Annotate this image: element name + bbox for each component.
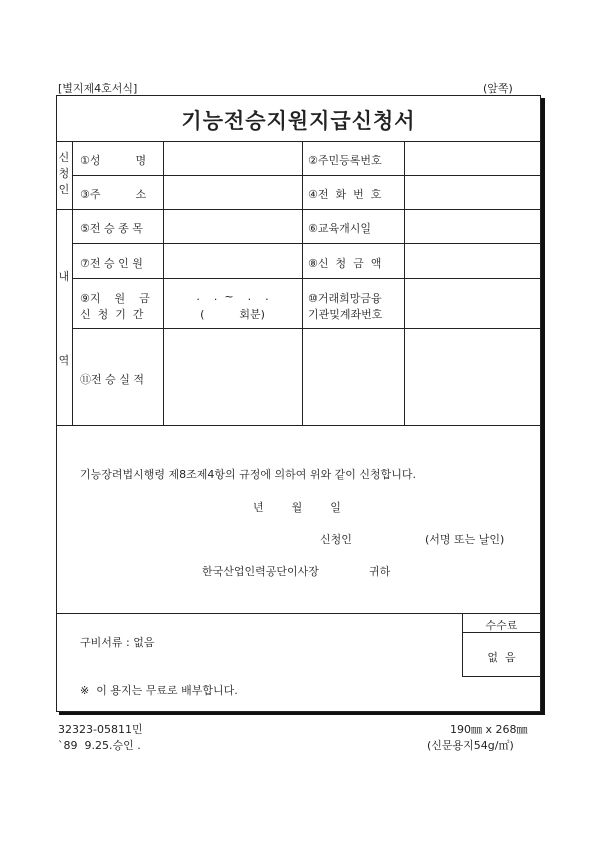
divider [462, 676, 541, 677]
start-date-label: ⑥교육개시일 [308, 222, 371, 235]
address-label: ③주 소 [80, 188, 147, 201]
frame-shadow-right [541, 98, 545, 714]
divider [72, 243, 541, 244]
divider [163, 141, 164, 425]
paper-type: (신문용지54g/㎡) [427, 739, 514, 752]
form-number: [별지제4호서식] [58, 82, 138, 95]
paper-size: 190㎜ x 268㎜ [450, 723, 528, 736]
required-documents: 구비서류 : 없음 [80, 636, 155, 649]
divider [72, 141, 73, 425]
recipient-label: 한국산업인력공단이사장 [202, 565, 319, 578]
divider [56, 141, 541, 142]
period-value-line2: ( 회분) [200, 308, 265, 321]
form-code: 32323-05811민 [58, 723, 143, 736]
fee-value: 없 음 [487, 651, 516, 664]
person-count-label: ⑦전 승 인 원 [80, 257, 143, 270]
approval-date: `89 9.25.승인 . [58, 739, 141, 752]
bank-label-line1: ⑩거래희망금융 [308, 292, 382, 305]
training-record-label: ⑪전 승 실 적 [80, 373, 144, 386]
declaration-statement: 기능장려법시행령 제8조제4항의 규정에 의하여 위와 같이 신청합니다. [80, 468, 416, 481]
content-section-label-top: 내 [58, 270, 70, 283]
divider [302, 141, 303, 425]
free-distribution-notice: ※ 이 용지는 무료로 배부합니다. [80, 684, 238, 697]
applicant-label: 신청인 [320, 533, 352, 546]
rrn-label: ②주민등록번호 [308, 154, 382, 167]
item-label: ⑤전 승 종 목 [80, 222, 143, 235]
divider [56, 613, 541, 614]
honorific-label: 귀하 [369, 565, 391, 578]
divider [72, 328, 541, 329]
applicant-section-label: 신 청 인 [58, 151, 70, 196]
content-section-label-bottom: 역 [58, 354, 70, 367]
signature-label: (서명 또는 날인) [425, 533, 505, 546]
date-line: 년 월 일 [253, 501, 341, 514]
divider [72, 278, 541, 279]
period-label-line2: 신 청 기 간 [80, 308, 144, 321]
divider [56, 209, 541, 210]
bank-label-line2: 기관및계좌번호 [308, 308, 383, 321]
name-label: ①성 명 [80, 154, 147, 167]
fee-label: 수수료 [485, 619, 518, 632]
divider [56, 425, 541, 426]
period-value-line1: . . ~ . . [196, 290, 269, 303]
frame-shadow-bottom [59, 712, 545, 715]
form-title: 기능전승지원지급신청서 [181, 109, 416, 133]
page-side-label: (앞쪽) [483, 82, 513, 95]
phone-label: ④전 화 번 호 [308, 188, 382, 201]
divider [72, 175, 541, 176]
amount-label: ⑧신 청 금 액 [308, 257, 382, 270]
period-label-line1: ⑨지 원 금 [80, 292, 150, 305]
divider [404, 141, 405, 425]
